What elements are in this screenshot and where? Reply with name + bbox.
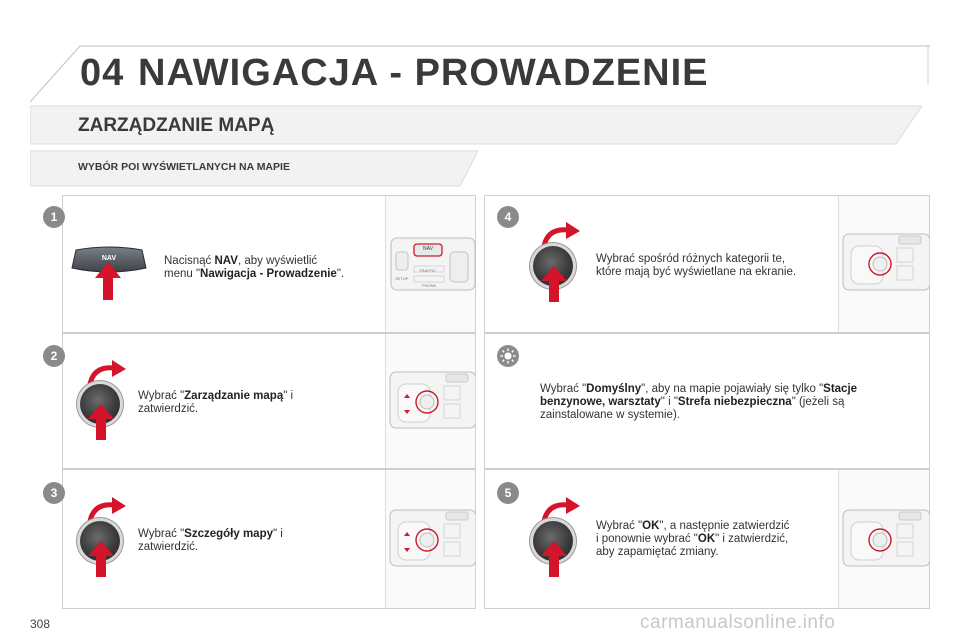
console-thumbnail-knob — [385, 470, 475, 608]
press-up-arrow-icon — [541, 266, 567, 302]
step-1-text: Nacisnąć NAV, aby wyświetlić menu "Nawigacja - Prowadzenie". — [164, 255, 345, 280]
console-phone-label: PHONE — [422, 283, 437, 288]
step-3-text: Wybrać "Szczegóły mapy" i zatwierdzić. — [138, 528, 283, 553]
step-number-1: 1 — [43, 206, 65, 228]
step-5-text: Wybrać "OK", a następnie zatwierdzić i ponownie wybrać "OK" i zatwierdzić, aby zapamiętać zmiany. — [596, 520, 790, 558]
step-2-text: Wybrać "Zarządzanie mapą" i zatwierdzić. — [138, 390, 294, 415]
press-up-arrow-icon — [541, 541, 567, 577]
nav-button-label: NAV — [101, 255, 117, 262]
press-up-arrow-icon — [95, 262, 121, 300]
watermark: carmanualsonline.info — [640, 612, 836, 633]
step-number-2: 2 — [43, 345, 65, 367]
press-up-arrow-icon — [88, 541, 114, 577]
rotate-arrow-icon — [86, 497, 126, 523]
console-nav-label: NAV — [423, 246, 433, 252]
page-number: 308 — [30, 617, 51, 631]
step-number-4: 4 — [497, 206, 519, 228]
rotate-arrow-icon — [86, 360, 126, 386]
step-number-3: 3 — [43, 482, 65, 504]
page-title: NAWIGACJA - PROWADZENIE — [138, 52, 709, 94]
chapter-number: 04 — [80, 52, 125, 94]
console-thumbnail-nav — [385, 196, 475, 332]
tip-text: Wybrać "Domyślny", aby na mapie pojawiały się tylko "Stacje benzynowe, warsztaty" i "Strefa niebezpieczna" (jeżeli są zainstalowane w systemie). — [540, 383, 858, 421]
rotate-arrow-icon — [540, 497, 580, 523]
console-thumbnail-knob — [385, 334, 475, 468]
section-title: ZARZĄDZANIE MAPĄ — [78, 115, 275, 136]
subsection-title: WYBÓR POI WYŚWIETLANYCH NA MAPIE — [78, 161, 290, 173]
console-setup-label: SETUP — [395, 276, 409, 281]
press-up-arrow-icon — [88, 404, 114, 440]
sun-icon — [497, 345, 519, 367]
console-traffic-label: TRAFFIC — [419, 268, 436, 273]
rotate-arrow-icon — [540, 222, 580, 248]
step-number-5: 5 — [497, 482, 519, 504]
console-thumbnail-knob — [838, 470, 929, 608]
console-thumbnail-knob — [838, 196, 929, 332]
step-4-text: Wybrać spośród różnych kategorii te, które mają być wyświetlane na ekranie. — [596, 253, 797, 278]
